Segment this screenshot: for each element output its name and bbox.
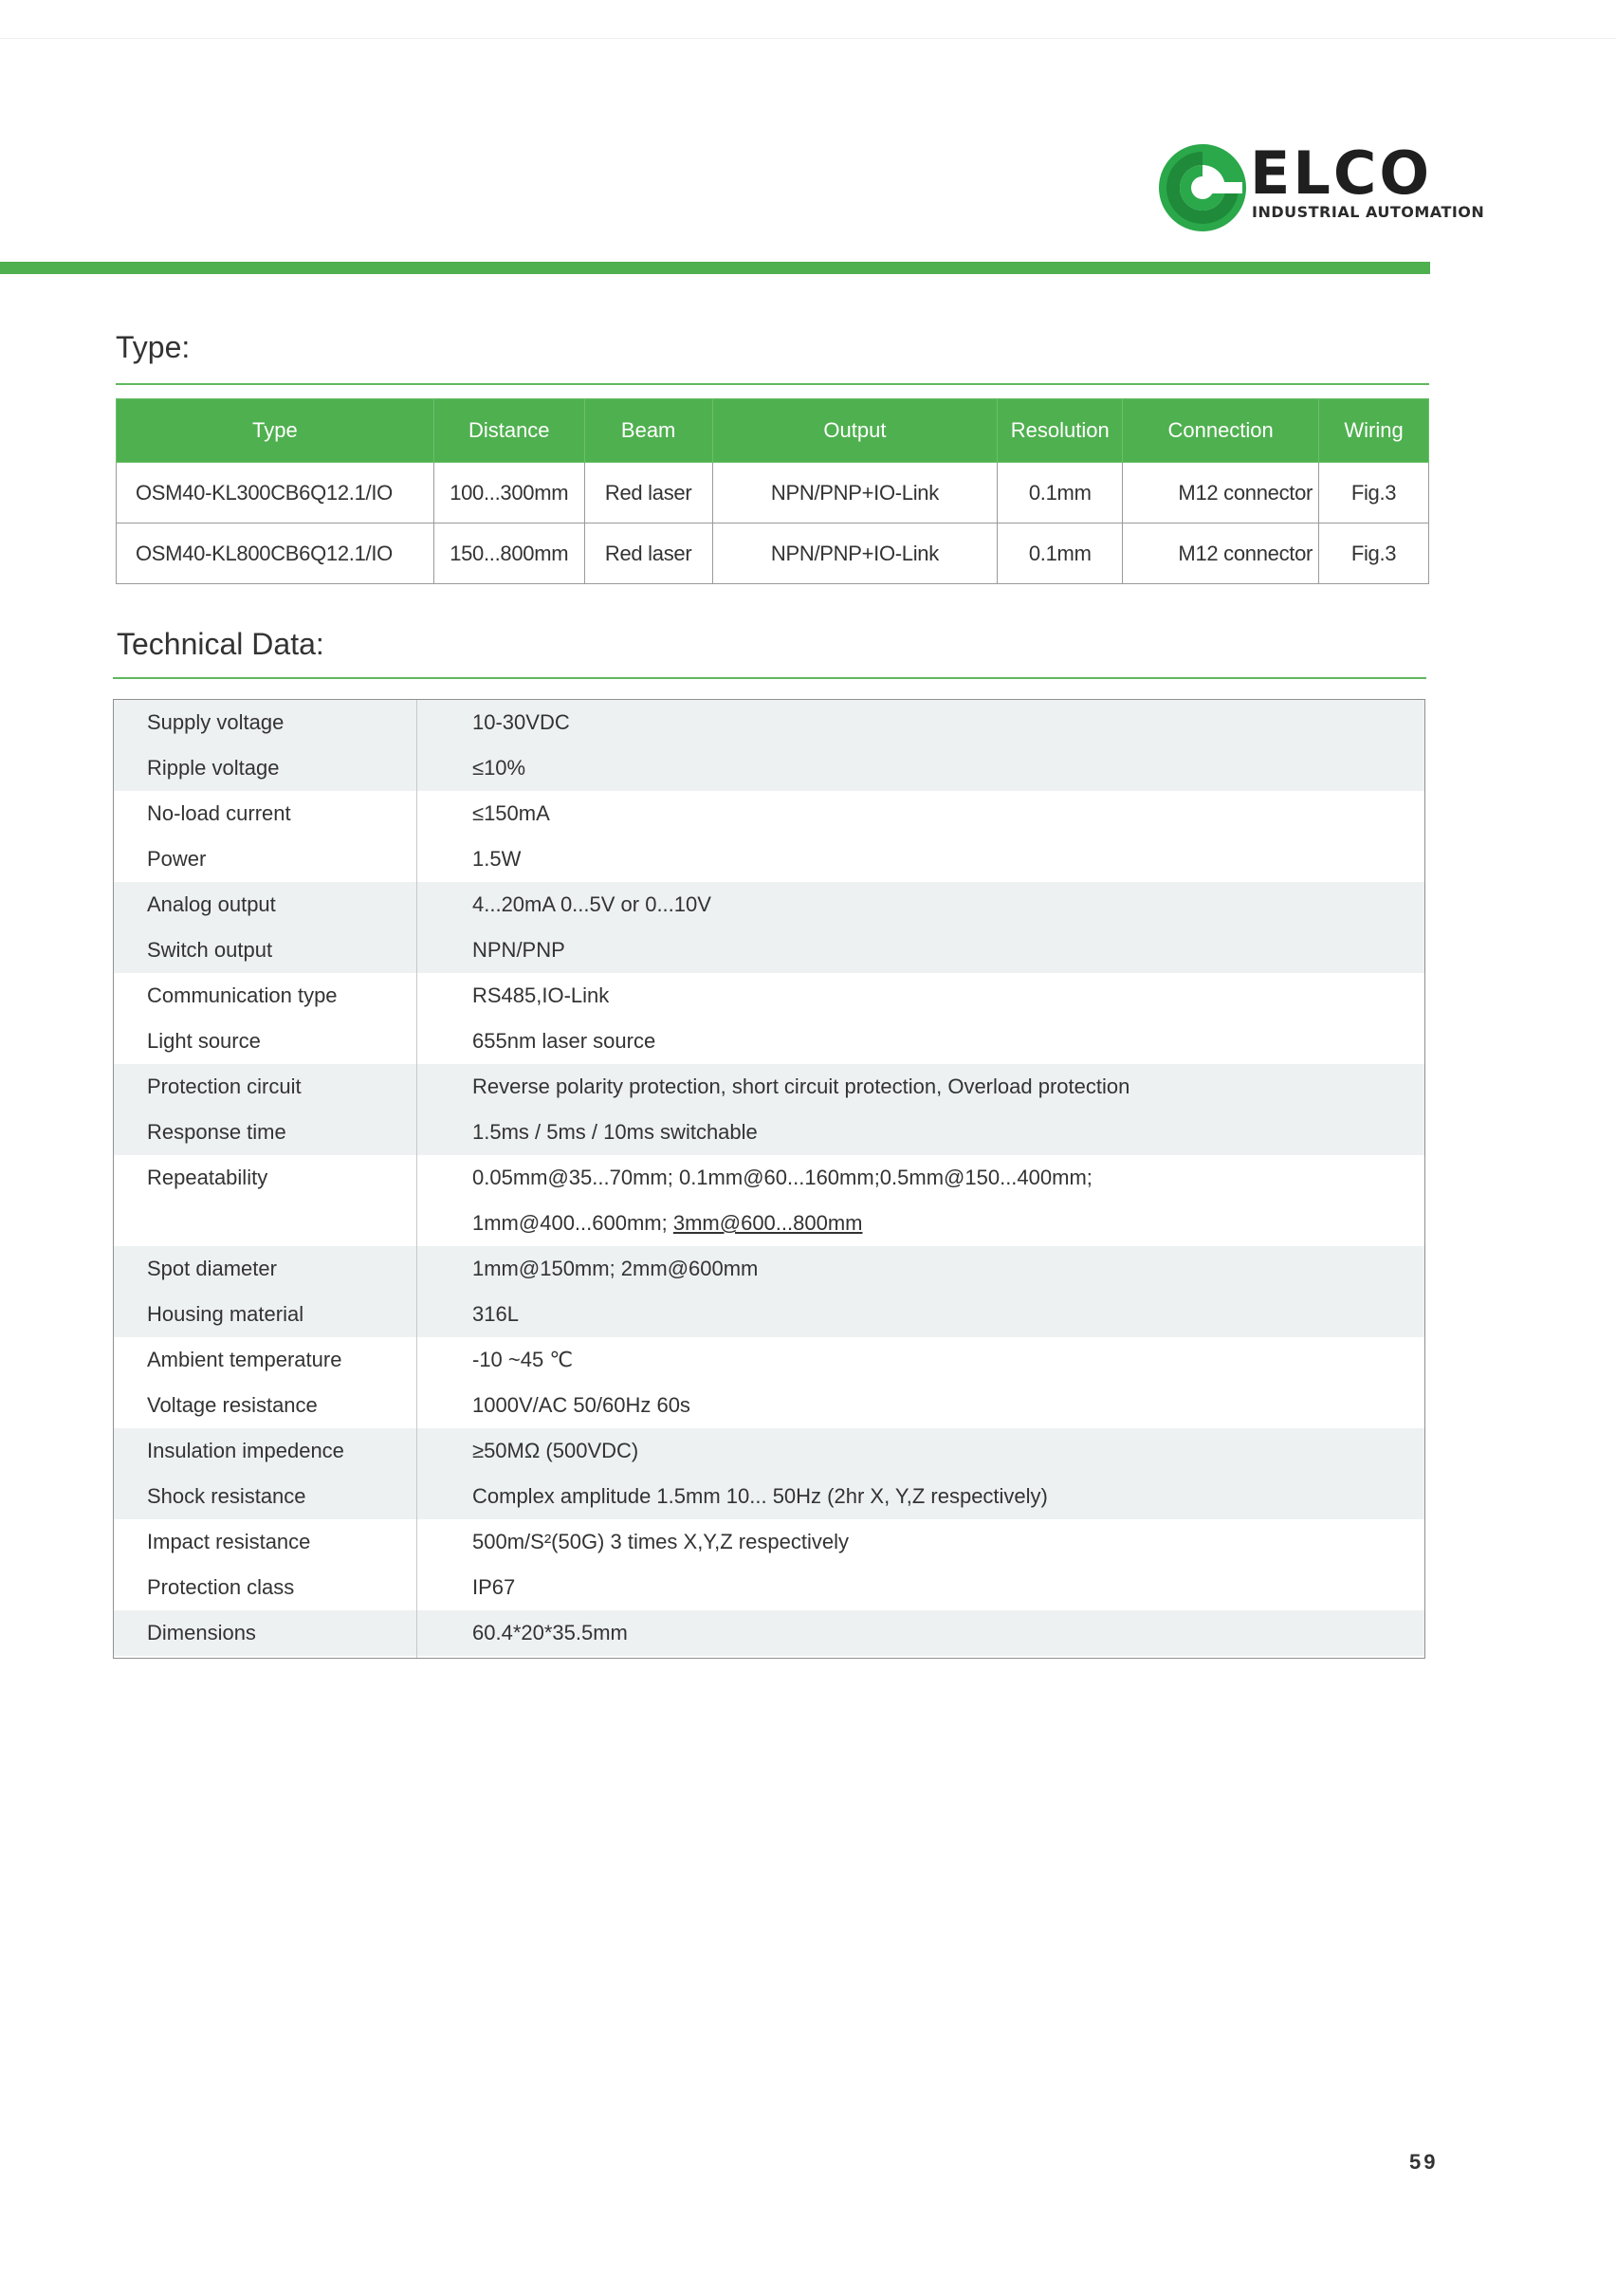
tech-row-ambient-temperature	[114, 1337, 1424, 1383]
tech-label: Switch output	[147, 938, 273, 962]
distance-cell: 100...300mm	[433, 463, 584, 523]
tech-label: Ambient temperature	[147, 1348, 342, 1371]
beam-cell: Red laser	[584, 523, 712, 584]
type-cell: OSM40-KL800CB6Q12.1/IO	[117, 523, 434, 584]
top-rule	[0, 38, 1616, 39]
tech-row-protection-circuit	[114, 1064, 1424, 1110]
connection-cell: M12 connector	[1123, 463, 1319, 523]
tech-row-analog-output	[114, 882, 1424, 928]
table-row	[117, 463, 1429, 523]
tech-section-rule	[113, 677, 1426, 679]
type-header-connection: Connection	[1123, 399, 1319, 463]
logo-tagline: INDUSTRIAL AUTOMATION	[1252, 203, 1485, 221]
tech-label: Response time	[147, 1120, 286, 1144]
header-green-bar	[0, 262, 1430, 274]
tech-value: NPN/PNP	[472, 938, 565, 962]
tech-value: Complex amplitude 1.5mm 10... 50Hz (2hr X, Y,Z respectively)	[472, 1484, 1048, 1508]
tech-value: 1.5ms / 5ms / 10ms switchable	[472, 1120, 758, 1144]
tech-value-underlined: 3mm@600...800mm	[672, 1211, 863, 1235]
tech-section-title: Technical Data:	[117, 627, 324, 661]
tech-row-repeatability	[114, 1155, 1424, 1201]
tech-row-response-time	[114, 1110, 1424, 1155]
tech-label: Impact resistance	[147, 1530, 311, 1553]
output-cell: NPN/PNP+IO-Link	[712, 523, 998, 584]
tech-value: 500m/S²(50G) 3 times X,Y,Z respectively	[472, 1530, 849, 1553]
type-header-resolution: Resolution	[998, 399, 1123, 463]
tech-label: No-load current	[147, 801, 291, 825]
type-header-distance: Distance	[433, 399, 584, 463]
tech-row-communication-type	[114, 973, 1424, 1019]
elco-logo-mark-icon	[1157, 142, 1248, 233]
tech-row-housing-material	[114, 1292, 1424, 1337]
output-cell: NPN/PNP+IO-Link	[712, 463, 998, 523]
tech-label: Spot diameter	[147, 1257, 277, 1280]
type-section-rule	[116, 383, 1429, 385]
tech-row-power	[114, 836, 1424, 882]
tech-row-insulation-impedence	[114, 1428, 1424, 1474]
tech-value: 316L	[472, 1302, 519, 1326]
tech-value: 1000V/AC 50/60Hz 60s	[472, 1393, 690, 1417]
wiring-cell: Fig.3	[1319, 523, 1429, 584]
technical-data-table	[113, 699, 1425, 1659]
tech-row-no-load-current	[114, 791, 1424, 836]
tech-label: Shock resistance	[147, 1484, 306, 1508]
tech-row-voltage-resistance	[114, 1383, 1424, 1428]
tech-value: ≥50MΩ (500VDC)	[472, 1439, 639, 1462]
type-section-title: Type:	[116, 330, 191, 364]
tech-value: 0.05mm@35...70mm; 0.1mm@60...160mm;0.5mm@150...400mm;	[472, 1166, 1093, 1189]
type-cell: OSM40-KL300CB6Q12.1/IO	[117, 463, 434, 523]
wiring-cell: Fig.3	[1319, 463, 1429, 523]
resolution-cell: 0.1mm	[998, 463, 1123, 523]
tech-value: -10 ~45 ℃	[472, 1348, 574, 1371]
elco-logo	[1157, 138, 1485, 237]
tech-row-repeatability-cont	[114, 1201, 1424, 1246]
tech-column-divider	[416, 700, 417, 1658]
tech-value: 1.5W	[472, 847, 522, 871]
tech-value: ≤10%	[472, 756, 526, 780]
tech-label: Voltage resistance	[147, 1393, 318, 1417]
tech-label: Insulation impedence	[147, 1439, 344, 1462]
tech-row-dimensions	[114, 1610, 1424, 1656]
tech-row-ripple-voltage	[114, 745, 1424, 791]
tech-row-spot-diameter	[114, 1246, 1424, 1292]
tech-value: 60.4*20*35.5mm	[472, 1621, 628, 1644]
logo-wordmark: ELCO	[1250, 138, 1433, 208]
tech-label: Power	[147, 847, 207, 871]
tech-value: 655nm laser source	[472, 1029, 656, 1053]
connection-cell: M12 connector	[1123, 523, 1319, 584]
table-row	[117, 523, 1429, 584]
type-header-wiring: Wiring	[1319, 399, 1429, 463]
tech-row-switch-output	[114, 928, 1424, 973]
tech-value: RS485,IO-Link	[472, 983, 610, 1007]
tech-label: Housing material	[147, 1302, 304, 1326]
tech-value	[472, 1211, 862, 1236]
tech-label: Light source	[147, 1029, 261, 1053]
tech-label: Protection class	[147, 1575, 295, 1599]
type-header-beam: Beam	[584, 399, 712, 463]
type-header-type: Type	[117, 399, 434, 463]
beam-cell: Red laser	[584, 463, 712, 523]
page-number: 59	[1409, 2150, 1439, 2174]
tech-label: Protection circuit	[147, 1075, 302, 1098]
tech-value: Reverse polarity protection, short circuit protection, Overload protection	[472, 1075, 1130, 1098]
tech-value: 4...20mA 0...5V or 0...10V	[472, 892, 711, 916]
type-table-header-row	[117, 399, 1429, 463]
tech-label: Analog output	[147, 892, 276, 916]
tech-label: Supply voltage	[147, 710, 285, 734]
tech-row-shock-resistance	[114, 1474, 1424, 1519]
tech-value: 10-30VDC	[472, 710, 570, 734]
tech-row-impact-resistance	[114, 1519, 1424, 1565]
type-table	[116, 398, 1429, 584]
tech-label: Communication type	[147, 983, 338, 1007]
tech-row-protection-class	[114, 1565, 1424, 1610]
tech-value: IP67	[472, 1575, 516, 1599]
tech-value: 1mm@150mm; 2mm@600mm	[472, 1257, 759, 1280]
tech-label: Ripple voltage	[147, 756, 280, 780]
tech-value-part: 1mm@400...600mm;	[472, 1211, 673, 1235]
tech-label: Dimensions	[147, 1621, 256, 1644]
tech-row-light-source	[114, 1019, 1424, 1064]
resolution-cell: 0.1mm	[998, 523, 1123, 584]
tech-row-supply-voltage	[114, 700, 1424, 745]
distance-cell: 150...800mm	[433, 523, 584, 584]
tech-value: ≤150mA	[472, 801, 550, 825]
tech-label: Repeatability	[147, 1166, 268, 1189]
type-header-output: Output	[712, 399, 998, 463]
